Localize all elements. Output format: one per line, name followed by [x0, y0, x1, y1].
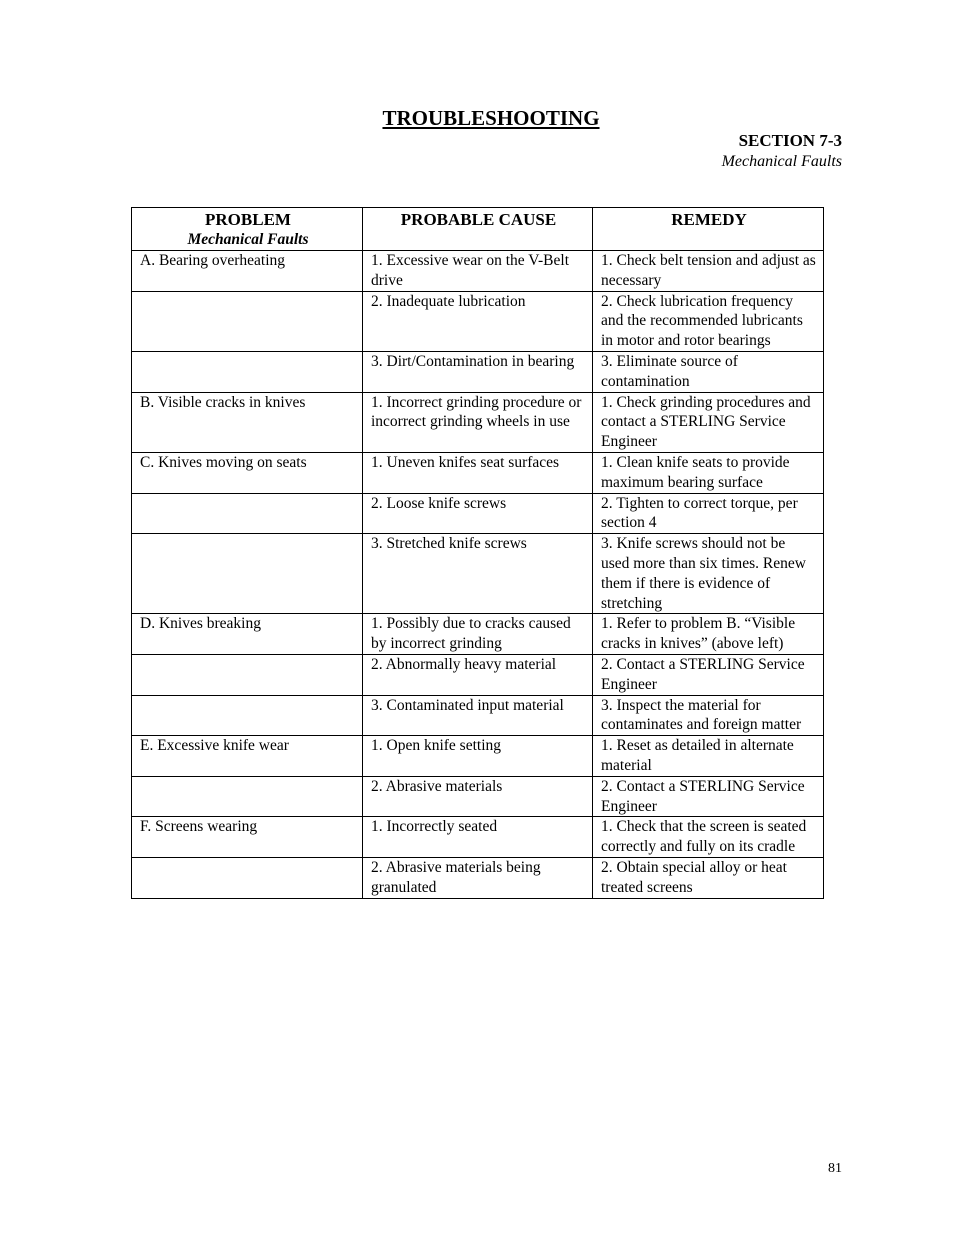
- section-subtitle: Mechanical Faults: [721, 153, 842, 170]
- cell-remedy: 1. Refer to problem B. “Visible cracks in knives” (above left): [593, 614, 824, 655]
- table-header-row: [132, 208, 824, 251]
- cell-remedy: 1. Check belt tension and adjust as necessary: [593, 251, 824, 292]
- cell-probable-cause: 1. Excessive wear on the V-Belt drive: [363, 251, 593, 292]
- cell-problem: [132, 654, 363, 695]
- cell-remedy: 1. Reset as detailed in alternate material: [593, 736, 824, 777]
- cell-problem: A. Bearing overheating: [132, 251, 363, 292]
- cell-problem: [132, 534, 363, 614]
- table-row: [132, 736, 824, 777]
- cell-probable-cause: 1. Open knife setting: [363, 736, 593, 777]
- table-row: [132, 817, 824, 858]
- table-row: [132, 614, 824, 655]
- cell-remedy: 2. Contact a STERLING Service Engineer: [593, 654, 824, 695]
- table-body: [132, 251, 824, 899]
- section-number: SECTION 7-3: [738, 131, 842, 150]
- cell-problem: E. Excessive knife wear: [132, 736, 363, 777]
- cell-problem: B. Visible cracks in knives: [132, 392, 363, 452]
- cell-probable-cause: 3. Stretched knife screws: [363, 534, 593, 614]
- cell-probable-cause: 1. Incorrect grinding procedure or incorrect grinding wheels in use: [363, 392, 593, 452]
- table-row: [132, 493, 824, 534]
- cell-probable-cause: 1. Uneven knifes seat surfaces: [363, 452, 593, 493]
- cell-problem: [132, 291, 363, 351]
- cell-remedy: 1. Check grinding procedures and contact a STERLING Service Engineer: [593, 392, 824, 452]
- cell-remedy: 1. Check that the screen is seated correctly and fully on its cradle: [593, 817, 824, 858]
- cell-problem: [132, 857, 363, 898]
- cell-probable-cause: 2. Abrasive materials: [363, 776, 593, 817]
- cell-remedy: 3. Knife screws should not be used more than six times. Renew them if there is evidence of stretching: [593, 534, 824, 614]
- header-problem: [132, 208, 363, 251]
- cell-remedy: 2. Tighten to correct torque, per section 4: [593, 493, 824, 534]
- table-row: [132, 452, 824, 493]
- cell-problem: [132, 695, 363, 736]
- table-row: [132, 351, 824, 392]
- cell-problem: [132, 776, 363, 817]
- cell-problem: [132, 493, 363, 534]
- cell-probable-cause: 3. Dirt/Contamination in bearing: [363, 351, 593, 392]
- page-title: TROUBLESHOOTING: [382, 106, 600, 130]
- cell-probable-cause: 2. Loose knife screws: [363, 493, 593, 534]
- cell-probable-cause: 1. Possibly due to cracks caused by incorrect grinding: [363, 614, 593, 655]
- cell-problem: F. Screens wearing: [132, 817, 363, 858]
- cell-problem: [132, 351, 363, 392]
- troubleshooting-table: [131, 207, 824, 899]
- cell-problem: D. Knives breaking: [132, 614, 363, 655]
- table-row: [132, 654, 824, 695]
- table-row: [132, 291, 824, 351]
- header-problem-sublabel: Mechanical Faults: [187, 231, 309, 248]
- header-remedy: REMEDY: [593, 208, 824, 251]
- header-problem-label: PROBLEM: [205, 210, 291, 229]
- cell-probable-cause: 2. Abrasive materials being granulated: [363, 857, 593, 898]
- table-row: [132, 857, 824, 898]
- cell-remedy: 3. Inspect the material for contaminates and foreign matter: [593, 695, 824, 736]
- cell-probable-cause: 3. Contaminated input material: [363, 695, 593, 736]
- cell-remedy: 3. Eliminate source of contamination: [593, 351, 824, 392]
- cell-problem: C. Knives moving on seats: [132, 452, 363, 493]
- page-number: 81: [828, 1161, 842, 1176]
- table-row: [132, 392, 824, 452]
- cell-remedy: 2. Contact a STERLING Service Engineer: [593, 776, 824, 817]
- table-row: [132, 251, 824, 292]
- header-probable-cause: PROBABLE CAUSE: [363, 208, 593, 251]
- cell-remedy: 2. Check lubrication frequency and the recommended lubricants in motor and rotor bearings: [593, 291, 824, 351]
- table-row: [132, 776, 824, 817]
- cell-probable-cause: 1. Incorrectly seated: [363, 817, 593, 858]
- table-row: [132, 534, 824, 614]
- cell-remedy: 2. Obtain special alloy or heat treated screens: [593, 857, 824, 898]
- cell-remedy: 1. Clean knife seats to provide maximum bearing surface: [593, 452, 824, 493]
- cell-probable-cause: 2. Inadequate lubrication: [363, 291, 593, 351]
- table-row: [132, 695, 824, 736]
- cell-probable-cause: 2. Abnormally heavy material: [363, 654, 593, 695]
